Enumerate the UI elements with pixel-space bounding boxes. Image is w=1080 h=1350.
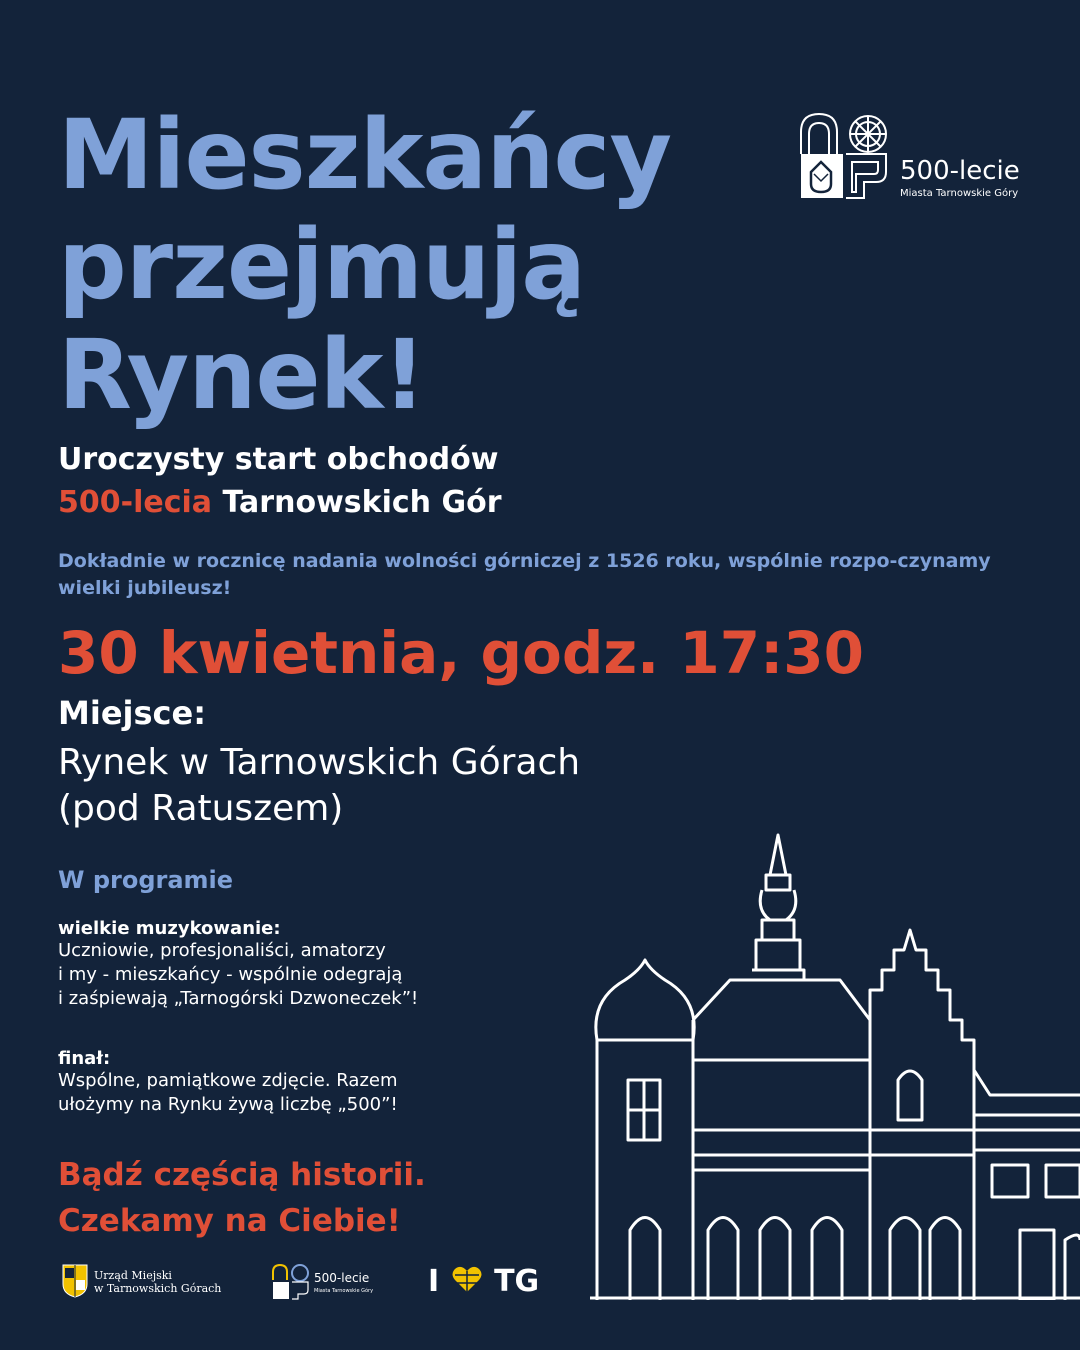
place: [58, 740, 580, 832]
call-to-action: [58, 1152, 426, 1244]
subheadline-line-2: [58, 481, 501, 524]
jubilee-logo-title: 500-lecie: [900, 156, 1020, 186]
jubilee-emblem-icon: [800, 112, 890, 202]
jubilee-emblem-small-icon: [272, 1264, 310, 1300]
intro-text: Dokładnie w rocznicę nadania wolności górniczej z 1526 roku, wspólnie rozpo-czynamy wielki jubileusz!: [58, 550, 991, 599]
itg-letter-i: I: [428, 1264, 440, 1299]
subheadline: [58, 438, 501, 524]
jubilee-small-subtitle: Miasta Tarnowskie Góry: [314, 1288, 374, 1294]
headline-line-1: Mieszkańcy: [58, 99, 672, 211]
itg-letters-tg: TG: [494, 1264, 540, 1299]
heart-icon: [452, 1266, 482, 1293]
program-item-title: finał:: [58, 1048, 111, 1069]
subheadline-rest: Tarnowskich Gór: [212, 485, 502, 520]
jubilee-small-title: 500-lecie: [314, 1271, 370, 1285]
subheadline-accent: 500-lecia: [58, 485, 213, 520]
program-item: [58, 918, 528, 1011]
program-item-line: i my - mieszkańcy - wspólnie odegrają: [58, 964, 403, 985]
place-line-2: (pod Ratuszem): [58, 788, 344, 829]
headline: [58, 100, 671, 430]
jubilee-logo: [800, 112, 1050, 202]
place-line-1: Rynek w Tarnowskich Górach: [58, 742, 581, 783]
program-item-title: wielkie muzykowanie:: [58, 918, 281, 939]
program-item-line: i zaśpiewają „Tarnogórski Dzwoneczek”!: [58, 988, 419, 1009]
program-item-line: Wspólne, pamiątkowe zdjęcie. Razem: [58, 1070, 398, 1091]
city-coat-of-arms-icon: [62, 1264, 88, 1298]
program-item-line: ułożymy na Rynku żywą liczbę „500”!: [58, 1094, 398, 1115]
i-love-tg-logo: [428, 1264, 539, 1299]
jubilee-logo-subtitle: Miasta Tarnowskie Góry: [900, 188, 1019, 199]
headline-line-3: Rynek!: [58, 319, 426, 431]
city-office-name: [94, 1269, 221, 1295]
program-heading: W programie: [58, 866, 234, 894]
subheadline-line-1: Uroczysty start obchodów: [58, 442, 499, 477]
headline-line-2: przejmują: [58, 209, 586, 321]
place-label: Miejsce:: [58, 694, 206, 732]
town-hall-illustration: [590, 830, 1080, 1300]
city-office-line-2: w Tarnowskich Górach: [94, 1282, 222, 1295]
cta-line-2: Czekamy na Ciebie!: [58, 1203, 401, 1239]
cta-line-1: Bądź częścią historii.: [58, 1157, 426, 1193]
program-item: [58, 1048, 528, 1117]
event-date-time: 30 kwietnia, godz. 17:30: [58, 619, 865, 687]
city-office-line-1: Urząd Miejski: [94, 1269, 172, 1282]
program-item-line: Uczniowie, profesjonaliści, amatorzy: [58, 940, 386, 961]
